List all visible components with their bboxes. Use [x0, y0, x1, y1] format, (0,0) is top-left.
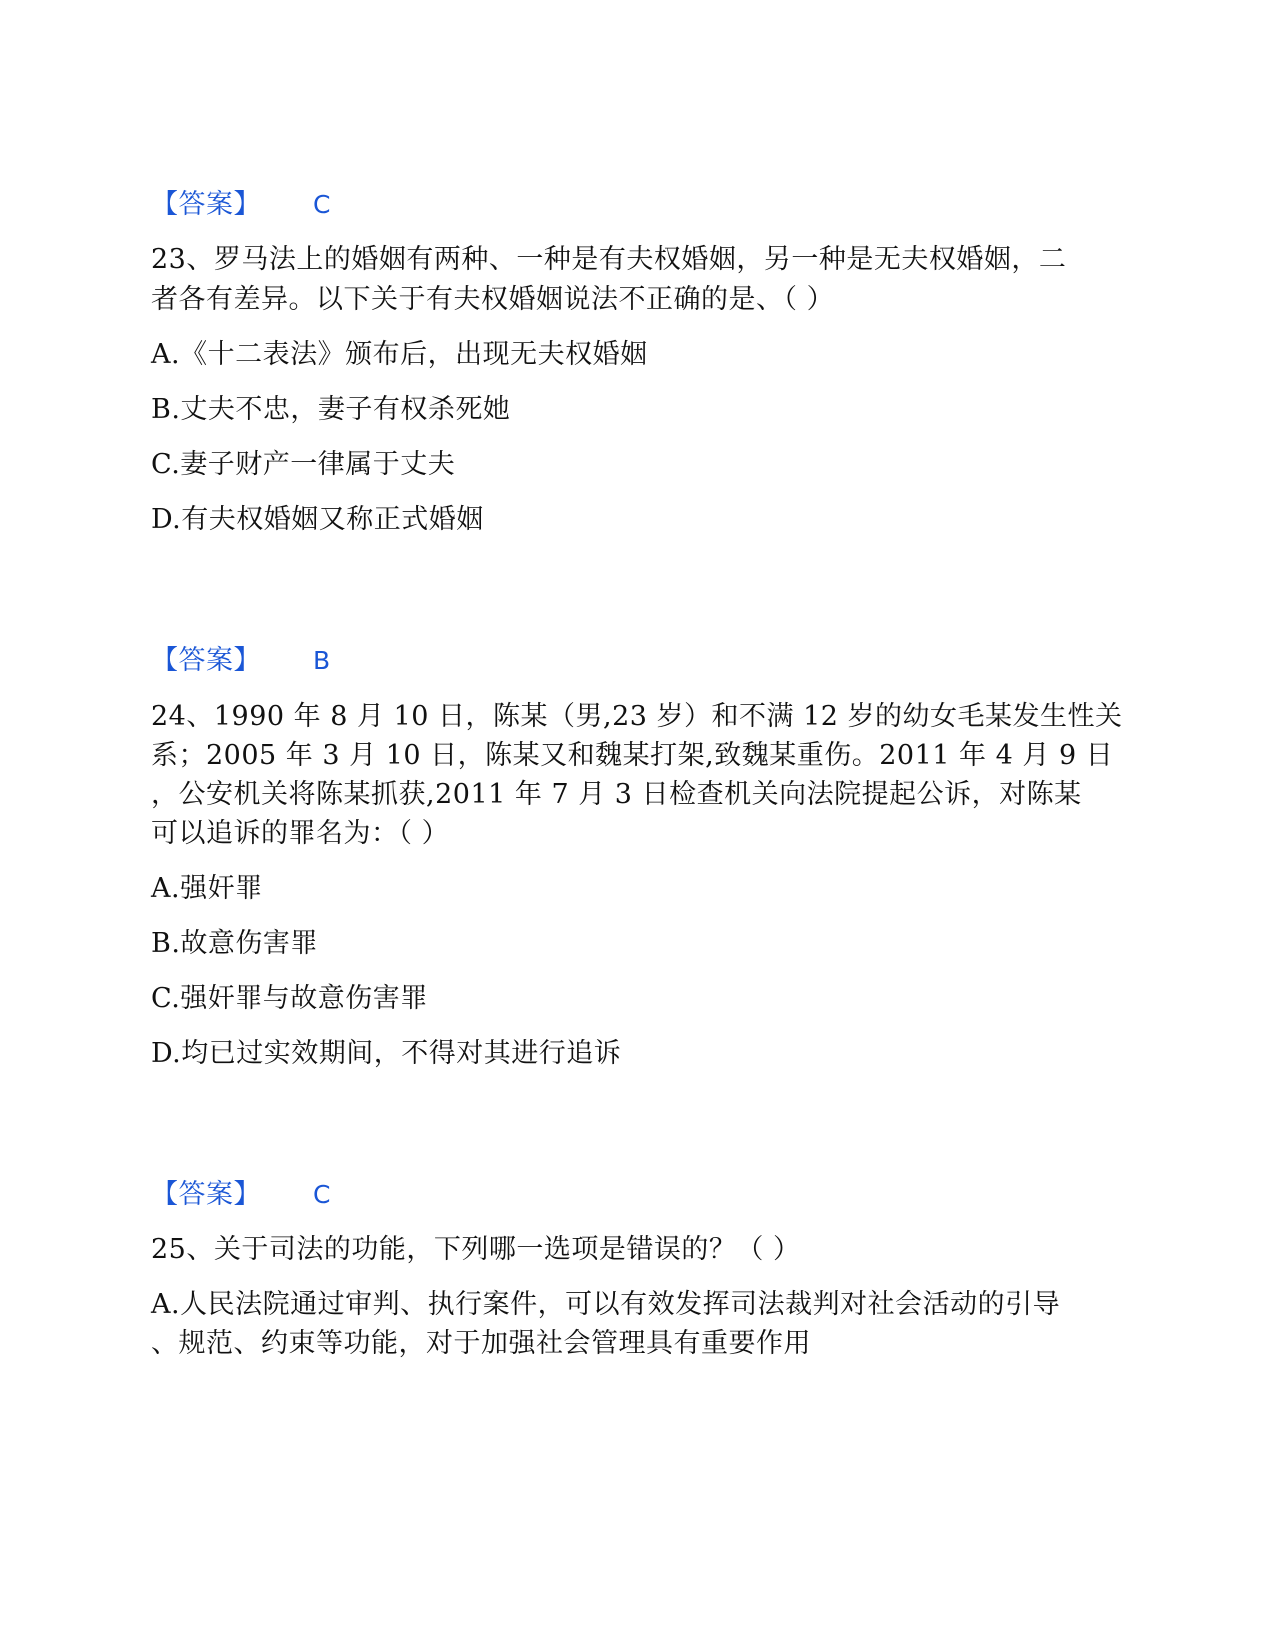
question-line: 25、关于司法的功能，下列哪一选项是错误的？（ ） — [151, 1234, 801, 1265]
answer-line — [151, 1180, 331, 1210]
option-a-continued: 、规范、约束等功能，对于加强社会管理具有重要作用 — [151, 1328, 811, 1359]
answer-label: 【答案】 — [151, 645, 261, 676]
option-c: C.强奸罪与故意伤害罪 — [151, 983, 428, 1014]
question-line: 23、罗马法上的婚姻有两种、一种是有夫权婚姻，另一种是无夫权婚姻，二 — [151, 244, 1067, 275]
question-line: 可以追诉的罪名为：（ ） — [151, 818, 450, 849]
option-b: B.丈夫不忠，妻子有权杀死她 — [151, 394, 511, 425]
option-a: A.强奸罪 — [151, 873, 263, 904]
option-d: D.均已过实效期间，不得对其进行追诉 — [151, 1038, 622, 1069]
option-b: B.故意伤害罪 — [151, 928, 318, 959]
answer-line — [151, 646, 331, 676]
answer-value: B — [313, 646, 331, 675]
question-line: 24、1990 年 8 月 10 日，陈某（男,23 岁）和不满 12 岁的幼女毛某发生性关 — [151, 701, 1123, 732]
question-line: ，公安机关将陈某抓获,2011 年 7 月 3 日检查机关向法院提起公诉，对陈某 — [151, 779, 1082, 810]
question-line: 系；2005 年 3 月 10 日，陈某又和魏某打架,致魏某重伤。2011 年 4 月 9 日 — [151, 740, 1114, 771]
answer-value: C — [313, 190, 331, 219]
option-a: A.人民法院通过审判、执行案件，可以有效发挥司法裁判对社会活动的引导 — [151, 1289, 1061, 1320]
option-d: D.有夫权婚姻又称正式婚姻 — [151, 504, 484, 535]
answer-label: 【答案】 — [151, 189, 261, 220]
option-c: C.妻子财产一律属于丈夫 — [151, 449, 456, 480]
answer-label: 【答案】 — [151, 1179, 261, 1210]
answer-value: C — [313, 1180, 331, 1209]
option-a: A.《十二表法》颁布后，出现无夫权婚姻 — [151, 339, 648, 370]
answer-line — [151, 190, 331, 220]
question-line: 者各有差异。以下关于有夫权婚姻说法不正确的是、（ ） — [151, 284, 835, 315]
